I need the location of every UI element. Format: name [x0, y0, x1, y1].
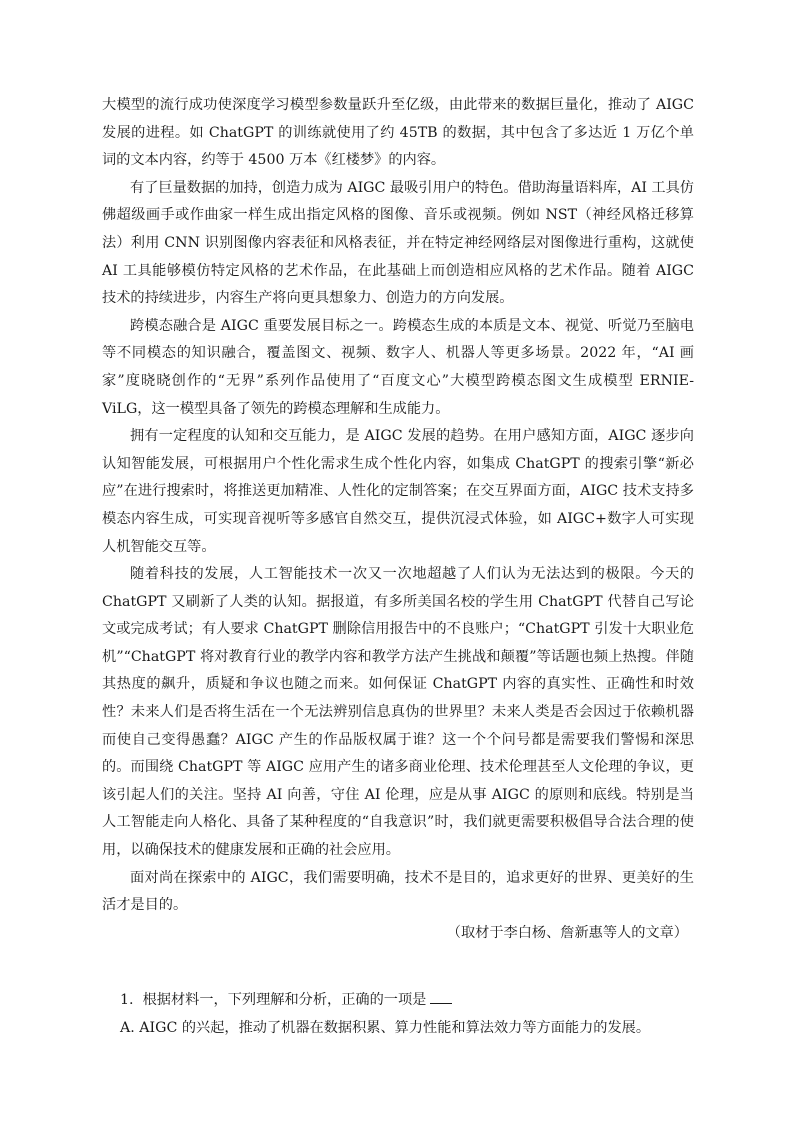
paragraph-4: 拥有一定程度的认知和交互能力，是 AIGC 发展的趋势。在用户感知方面，AIGC 逐步向认知智能发展，可根据用户个性化需求生成个性化内容，如集成 ChatGPT 的搜索引擎“新必应”在进行搜索时，将推送更加精准、人性化的定制答案；在交互界面方面，AIGC 技术支持多模态内容生成，可实现音视听等多感官自然交互，提供沉浸式体验，如 AIGC+数字人可实现人机智能交互等。 [102, 428, 694, 555]
question-stem-line [102, 987, 694, 1015]
paragraph-5: 随着科技的发展，人工智能技术一次又一次地超越了人们认为无法达到的极限。今天的 ChatGPT 又刷新了人类的认知。据报道，有多所美国名校的学生用 ChatGPT 代替自己写论文或完成考试；有人要求 ChatGPT 删除信用报告中的不良账户；“ChatGPT 引发十大职业危机”“ChatGPT 将对教育行业的教学内容和教学方法产生挑战和颠覆”等话题也频上热搜。伴随其热度的飙升，质疑和争议也随之而来。如何保证 ChatGPT 内容的真实性、正确性和时效性？未来人们是否将生活在一个无法辨别信息真伪的世界里？未来人类是否会因过于依赖机器而使自己变得愚蠢？AIGC 产生的作品版权属于谁？这一个个问号都是需要我们警惕和深思的。而围绕 ChatGPT 等 AIGC 应用产生的诸多商业伦理、技术伦理甚至人文伦理的争议，更该引起人们的关注。坚持 AI 向善，守住 AI 伦理，应是从事 AIGC 的原则和底线。特别是当人工智能走向人格化、具备了某种程度的“自我意识”时，我们就更需要积极倡导合法合理的使用，以确保技术的健康发展和正确的社会应用。 [102, 566, 694, 859]
question-stem: 根据材料一，下列理解和分析，正确的一项是 [142, 992, 427, 1009]
question-number: 1. [120, 992, 134, 1009]
paragraph-6: 面对尚在探索中的 AIGC，我们需要明确，技术不是目的，追求更好的世界、更美好的生活才是目的。 [102, 869, 694, 914]
paragraph-3: 跨模态融合是 AIGC 重要发展目标之一。跨模态生成的本质是文本、视觉、听觉乃至脑电等不同模态的知识融合，覆盖图文、视频、数字人、机器人等更多场景。2022 年，“AI 画家”度晓晓创作的“无界”系列作品使用了“百度文心”大模型跨模态图文生成模型 ERNIE-ViLG，这一模型具备了领先的跨模态理解和生成能力。 [102, 317, 694, 417]
option-a: A. AIGC 的兴起，推动了机器在数据积累、算力性能和算法效力等方面能力的发展。 [120, 1020, 651, 1036]
paragraph-2: 有了巨量数据的加持，创造力成为 AIGC 最吸引用户的特色。借助海量语料库，AI 工具仿佛超级画手或作曲家一样生成出指定风格的图像、音乐或视频。例如 NST（神经风格迁移算法）利用 CNN 识别图像内容表征和风格表征，并在特定神经网络层对图像进行重构，这就使 AI 工具能够模仿特定风格的艺术作品，在此基础上而创造相应风格的艺术作品。随着 AIGC 技术的持续进步，内容生产将向更具想象力、创造力的方向发展。 [102, 179, 694, 307]
paragraph-1: 大模型的流行成功使深度学习模型参数量跃升至亿级，由此带来的数据巨量化，推动了 AIGC 发展的进程。如 ChatGPT 的训练就使用了约 45TB 的数据，其中包含了多达近 1 万亿个单词的文本内容，约等于 4500 万本《红楼梦》的内容。 [102, 97, 694, 169]
question-1 [102, 987, 694, 1042]
source-citation: （取材于李白杨、詹新惠等人的文章） [446, 924, 688, 941]
article-body [102, 92, 694, 920]
answer-blank[interactable] [430, 989, 452, 1004]
spacer [102, 947, 694, 987]
